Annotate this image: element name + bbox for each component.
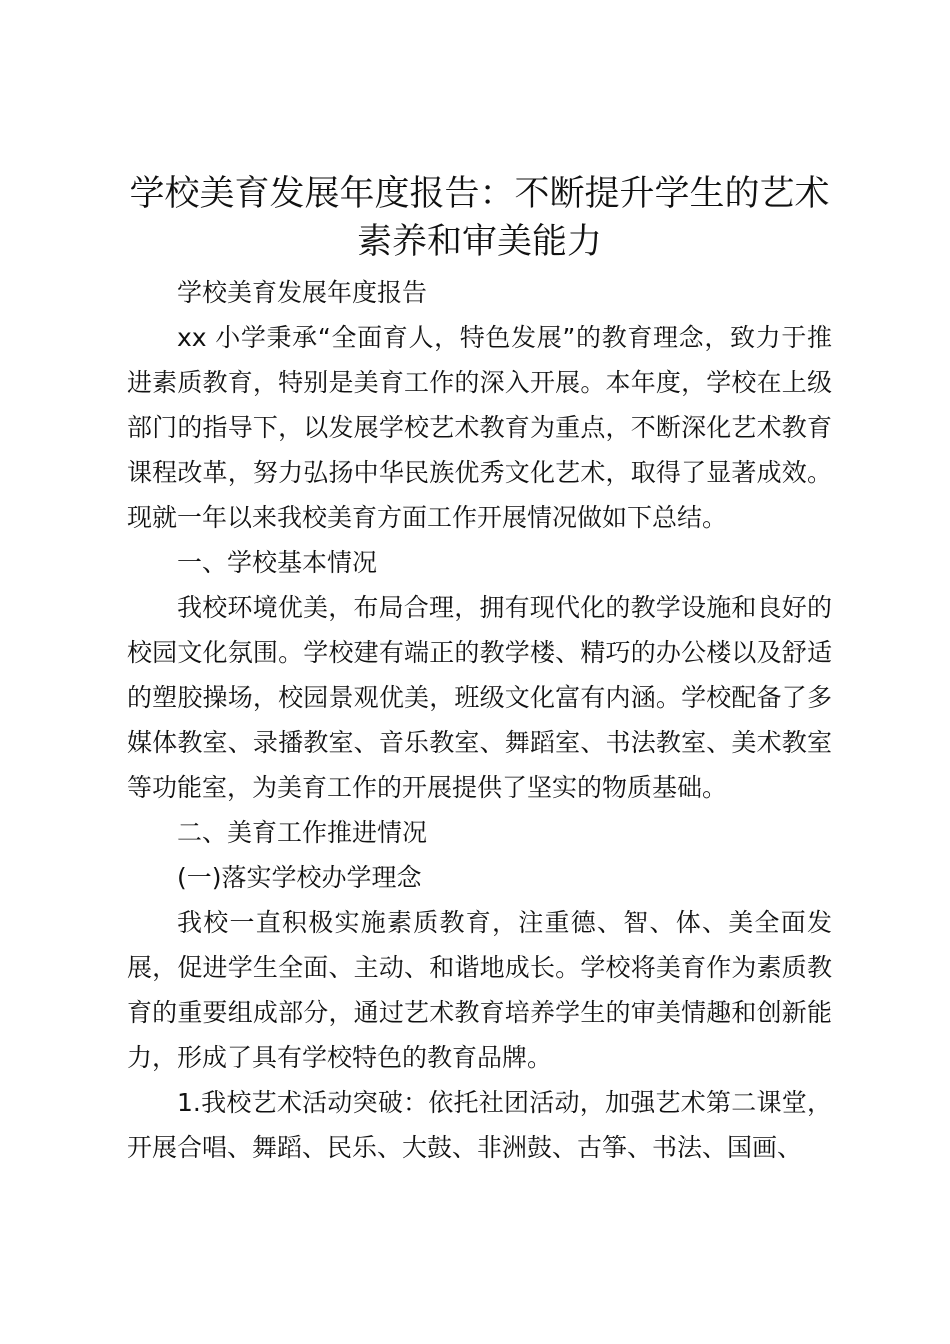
document-page: [127, 170, 832, 1170]
subsection-1-paragraph: 我校一直积极实施素质教育，注重德、智、体、美全面发展，促进学生全面、主动、和谐地成长。学校将美育作为素质教育的重要组成部分，通过艺术教育培养学生的审美情趣和创新能力，形成了具有学校特色的教育品牌。: [127, 908, 832, 1072]
list-item-1: 1.我校艺术活动突破：依托社团活动，加强艺术第二课堂，开展合唱、舞蹈、民乐、大鼓、非洲鼓、古筝、书法、国画、: [127, 1088, 832, 1162]
section-1-heading: 一、学校基本情况: [177, 548, 378, 577]
document-subtitle: 学校美育发展年度报告: [177, 278, 428, 307]
title-line-1: 学校美育发展年度报告：不断提升学生的艺术: [129, 174, 830, 214]
subsection-1-heading: (一)落实学校办学理念: [177, 863, 422, 892]
intro-paragraph: xx 小学秉承“全面育人，特色发展”的教育理念，致力于推进素质教育，特别是美育工作的深入开展。本年度，学校在上级部门的指导下，以发展学校艺术教育为重点，不断深化艺术教育课程改革，努力弘扬中华民族优秀文化艺术，取得了显著成效。现就一年以来我校美育方面工作开展情况做如下总结。: [127, 323, 832, 532]
title-line-2: 素养和审美能力: [356, 222, 602, 262]
section-2-heading: 二、美育工作推进情况: [177, 818, 428, 847]
document-title: [127, 170, 832, 266]
section-1-paragraph: 我校环境优美，布局合理，拥有现代化的教学设施和良好的校园文化氛围。学校建有端正的教学楼、精巧的办公楼以及舒适的塑胶操场，校园景观优美，班级文化富有内涵。学校配备了多媒体教室、录播教室、音乐教室、舞蹈室、书法教室、美术教室等功能室，为美育工作的开展提供了坚实的物质基础。: [127, 593, 832, 802]
